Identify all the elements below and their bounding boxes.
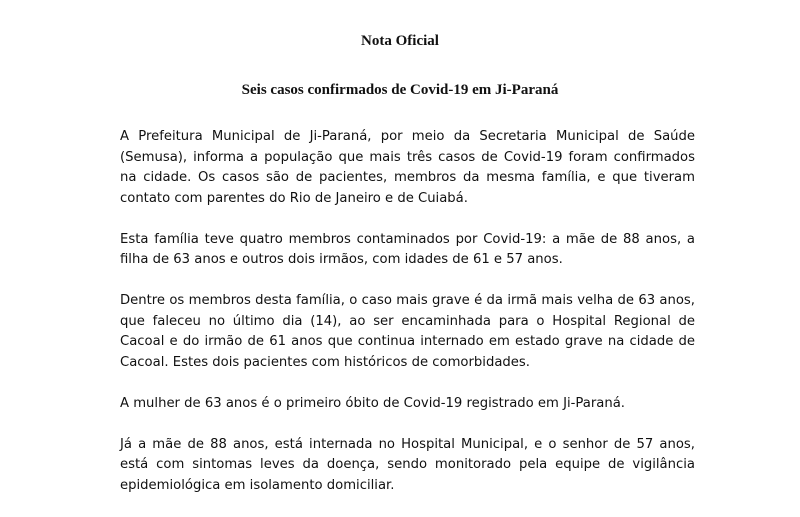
paragraph-2: Esta família teve quatro membros contaminados por Covid-19: a mãe de 88 anos, a filha de 63 anos e outros dois irmãos, com idades de 61 e 57 anos. [120, 231, 695, 267]
paragraph-4: A mulher de 63 anos é o primeiro óbito de Covid-19 registrado em Ji-Paraná. [120, 395, 625, 411]
paragraph-5: Já a mãe de 88 anos, está internada no Hospital Municipal, e o senhor de 57 anos, está com sintomas leves da doença, sendo monitorado pela equipe de vigilância epidemiológica em isolamento domiciliar. [120, 436, 695, 493]
document-body [120, 127, 695, 517]
document-subtitle: Seis casos confirmados de Covid-19 em Ji-Paraná [241, 82, 559, 98]
document-title: Nota Oficial [361, 33, 439, 49]
paragraph-1: A Prefeitura Municipal de Ji-Paraná, por meio da Secretaria Municipal de Saúde (Semusa), informa a população que mais três casos de Covid-19 foram confirmados na cidade. Os casos são de pacientes, membros da mesma família, e que tiveram contato com parentes do Rio de Janeiro e de Cuiabá. [120, 129, 695, 206]
paragraph-3: Dentre os membros desta família, o caso mais grave é da irmã mais velha de 63 anos, que faleceu no último dia (14), ao ser encaminhada para o Hospital Regional de Cacoal e do irmão de 61 anos que continua internado em estado grave na cidade de Cacoal. Estes dois pacientes com históricos de comorbidades. [120, 293, 695, 370]
